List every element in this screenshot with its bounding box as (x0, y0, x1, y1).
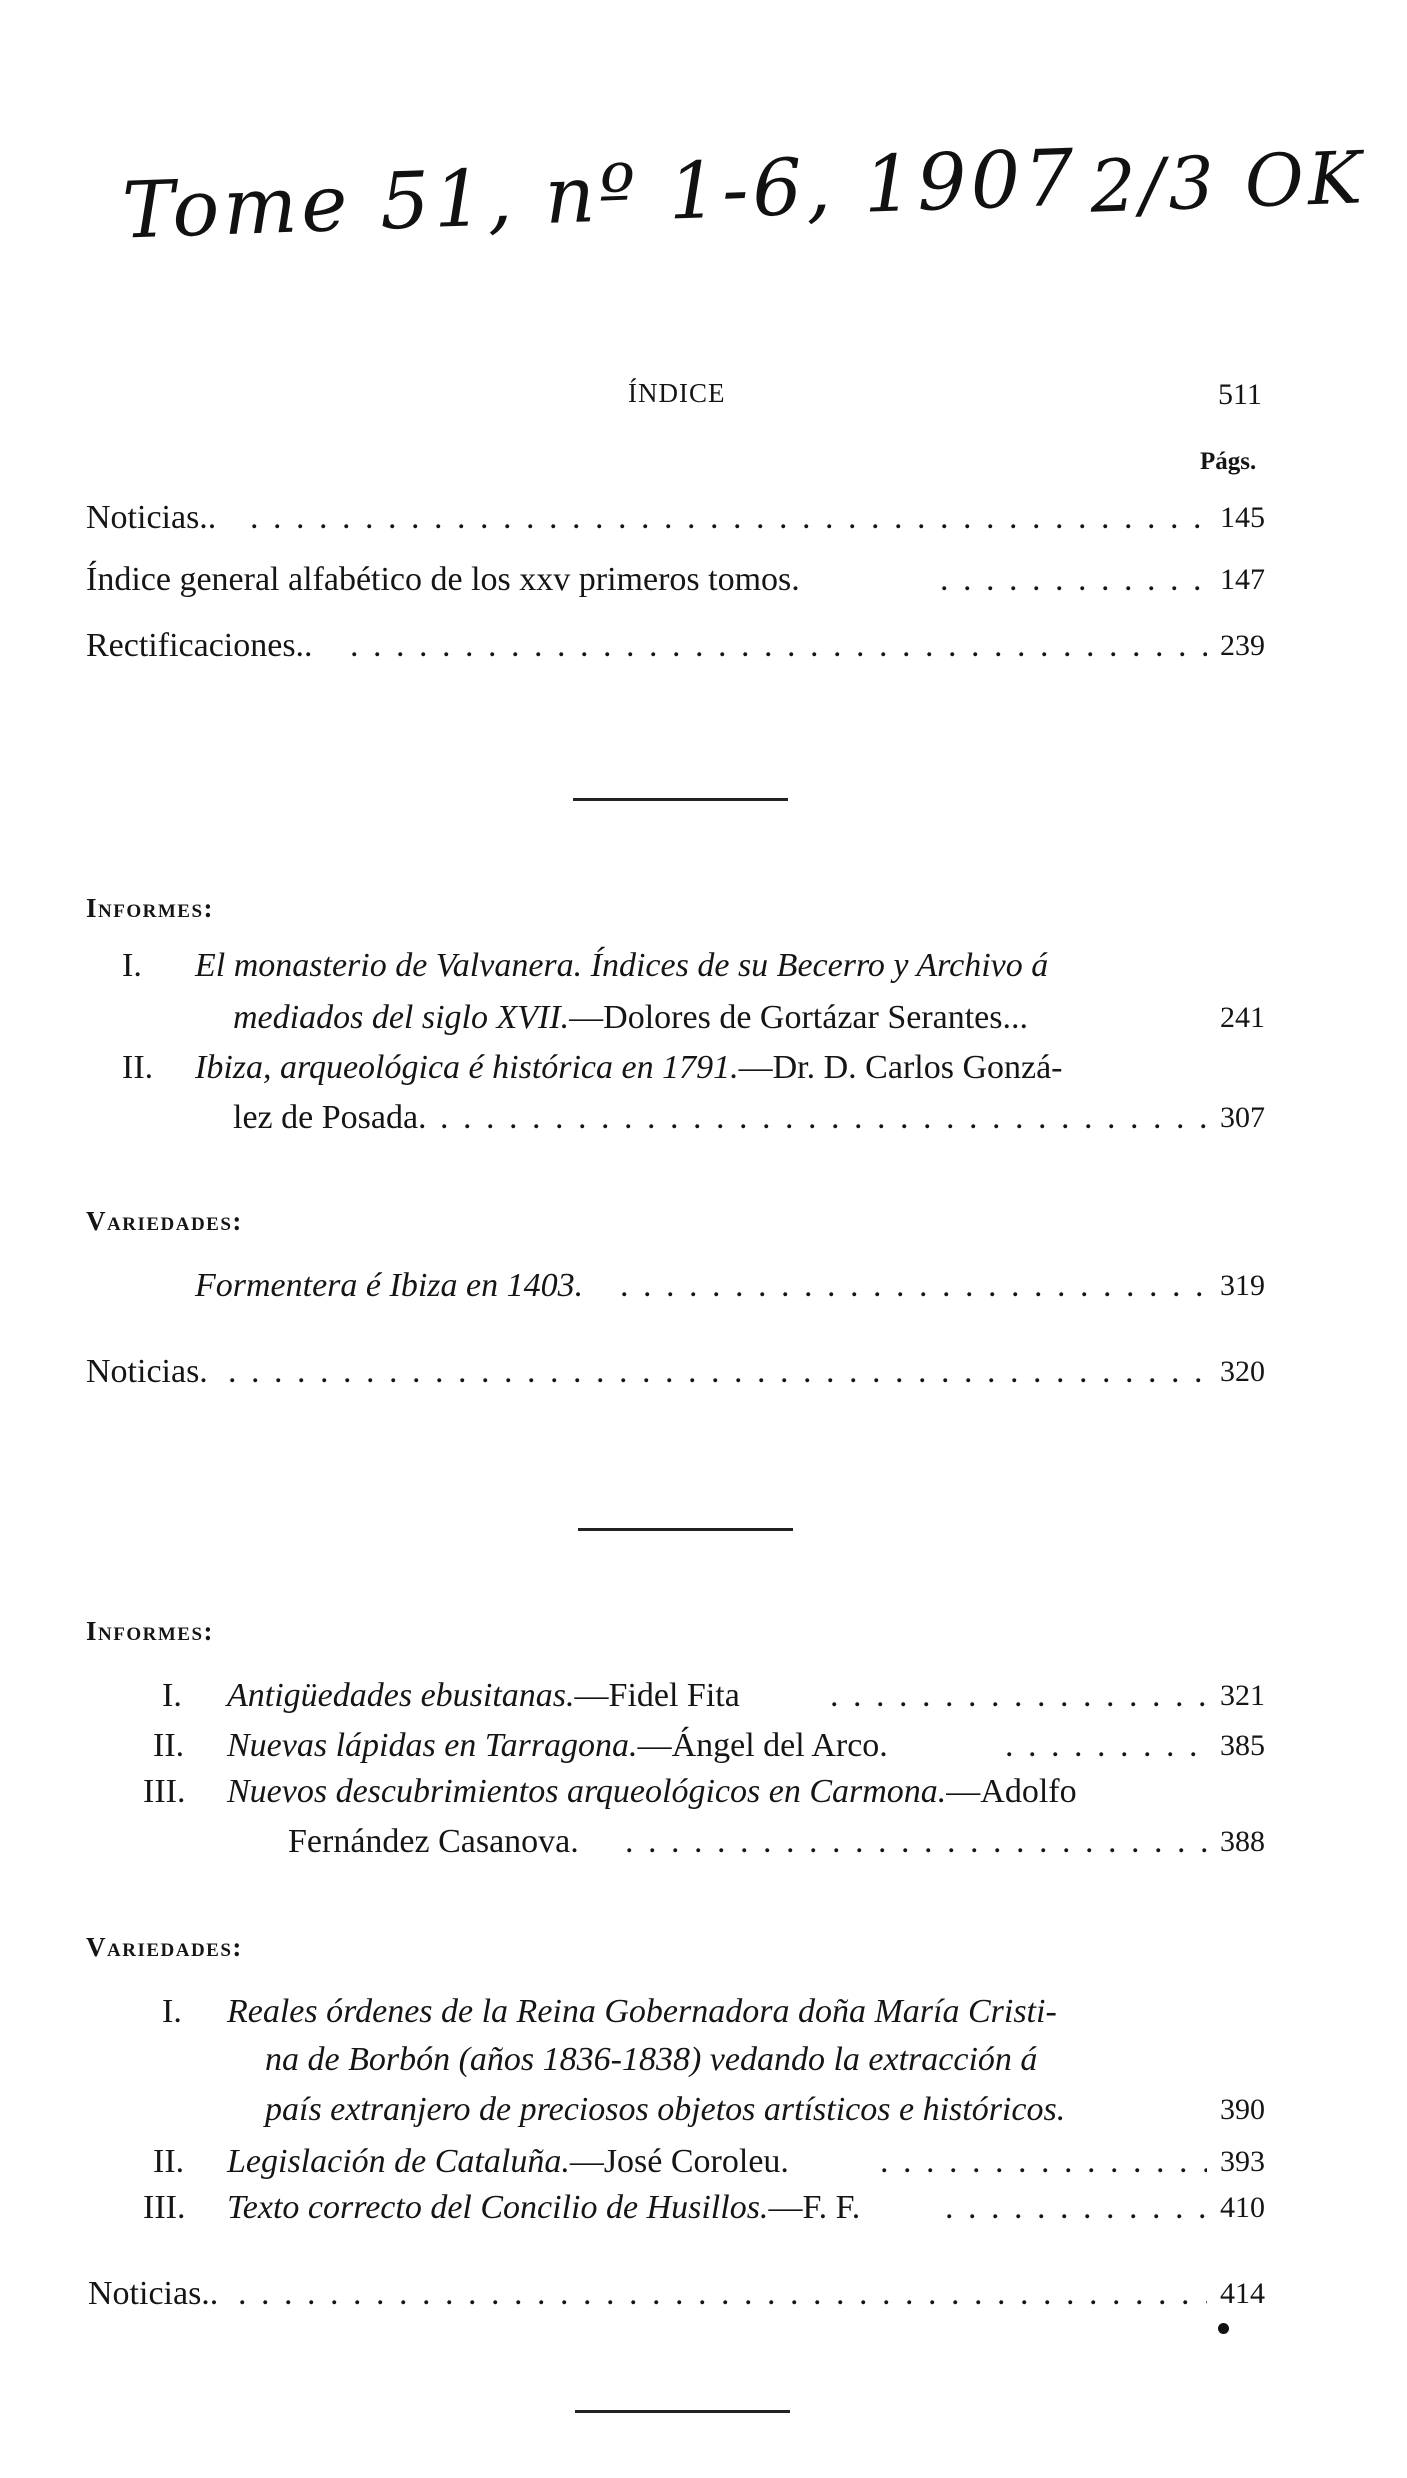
toc-entry-label: Índice general alfabético de los xxv primeros tomos. (86, 556, 802, 604)
informe-page: 321 (1220, 1679, 1265, 1712)
informe-numeral: II. (153, 1722, 186, 1770)
noticias-label: Noticias. (86, 1348, 210, 1396)
dot-leader (880, 2138, 1207, 2186)
variedad-entry-line (0, 2036, 1407, 2084)
variedad-entry (0, 1262, 1407, 1310)
variedad-entry-line (0, 1988, 1407, 2036)
dot-leader (940, 556, 1207, 604)
variedades-heading: Variedades: (86, 1206, 243, 1236)
informe-entry-line (0, 942, 1407, 990)
dot-leader (440, 1094, 1207, 1142)
informe-entry (0, 1672, 1407, 1720)
informe-author: —Adolfo (946, 1773, 1077, 1810)
ink-blot (1218, 2323, 1229, 2334)
section-divider (578, 1528, 793, 1531)
section-divider (575, 2410, 790, 2413)
variedad-author: —José Coroleu. (569, 2143, 789, 2180)
informe-title: Nuevas lápidas en Tarragona. (227, 1727, 638, 1764)
informe-entry (0, 1722, 1407, 1770)
running-head (0, 378, 1407, 418)
informe-entry-line (0, 1094, 1407, 1142)
variedad-entry (0, 2184, 1407, 2232)
dot-leader (350, 622, 1207, 670)
informe-page: 388 (1220, 1825, 1265, 1858)
informe-numeral: II. (122, 1044, 155, 1092)
informe-page: 241 (1220, 1001, 1265, 1034)
variedad-author: —F. F. (768, 2189, 861, 2226)
dot-leader (945, 2184, 1207, 2232)
toc-entry-label: Rectificaciones.. (86, 622, 315, 670)
toc-entry-label: Noticias.. (86, 494, 218, 542)
dot-leader (830, 1672, 1207, 1720)
variedad-numeral: III. (143, 2184, 187, 2232)
informe-title: Antigüedades ebusitanas. (227, 1677, 575, 1714)
section-divider (573, 798, 788, 801)
informe-page: 385 (1220, 1729, 1265, 1762)
dot-leader (625, 1818, 1207, 1866)
noticias-label: Noticias.. (88, 2270, 220, 2318)
variedad-title: Reales órdenes de la Reina Gobernadora doña María Cristi- (227, 1988, 1059, 2036)
informe-author-continued: lez de Posada. (233, 1094, 429, 1142)
variedad-title: Legislación de Cataluña. (227, 2143, 570, 2180)
informe-author: —Ángel del Arco. (637, 1727, 888, 1764)
noticias-page: 414 (1220, 2277, 1265, 2310)
toc-entry-page: 145 (1220, 501, 1265, 534)
variedad-page: 393 (1220, 2145, 1265, 2178)
informe-entry-line (0, 1044, 1407, 1092)
informe-page: 307 (1220, 1101, 1265, 1134)
handwritten-check-note: 2/3 OK (1088, 135, 1367, 229)
dot-leader (1005, 1722, 1207, 1770)
variedad-entry-line (0, 2086, 1407, 2134)
informe-author-continued: Fernández Casanova. (288, 1818, 581, 1866)
informe-title-continued: mediados del siglo XVII. (233, 999, 570, 1036)
noticias-page: 320 (1220, 1355, 1265, 1388)
toc-entry (0, 494, 1407, 542)
informe-author: —Fidel Fita (574, 1677, 740, 1714)
variedad-page: 319 (1220, 1269, 1265, 1302)
dot-leader (620, 1262, 1207, 1310)
informe-title: El monasterio de Valvanera. Índices de su Becerro y Archivo á (195, 942, 1050, 990)
informe-author: —Dolores de Gortázar Serantes... (569, 999, 1029, 1036)
variedad-page: 390 (1220, 2093, 1265, 2126)
dot-leader (250, 494, 1207, 542)
variedades-heading: Variedades: (86, 1932, 243, 1962)
informe-entry-line (0, 1818, 1407, 1866)
variedad-title: Texto correcto del Concilio de Husillos. (227, 2189, 769, 2226)
informe-numeral: I. (162, 1672, 184, 1720)
toc-entry (0, 556, 1407, 604)
toc-entry (0, 622, 1407, 670)
variedad-page: 410 (1220, 2191, 1265, 2224)
variedad-entry (0, 2138, 1407, 2186)
toc-entry-page: 147 (1220, 563, 1265, 596)
informes-heading: Informes: (86, 893, 214, 923)
informe-title: Nuevos descubrimientos arqueológicos en Carmona. (227, 1773, 947, 1810)
variedad-numeral: I. (162, 1988, 184, 2036)
variedad-numeral: II. (153, 2138, 186, 2186)
variedad-title-continued: na de Borbón (años 1836-1838) vedando la extracción á (265, 2036, 1039, 2084)
variedad-title: Formentera é Ibiza en 1403. (195, 1262, 585, 1310)
handwritten-volume-note: Tome 51, nº 1-6, 1907 (120, 133, 1080, 257)
toc-entry-page: 239 (1220, 629, 1265, 662)
informes-heading: Informes: (86, 1616, 214, 1646)
informe-numeral: III. (143, 1768, 187, 1816)
dot-leader (228, 1348, 1207, 1396)
running-head-title: ÍNDICE (628, 378, 726, 408)
informe-entry-line (0, 994, 1407, 1042)
informe-entry-line (0, 1768, 1407, 1816)
dot-leader (238, 2270, 1207, 2318)
noticias-entry (0, 1348, 1407, 1396)
running-head-page-number: 511 (1218, 378, 1262, 411)
informe-title: Ibiza, arqueológica é histórica en 1791. (195, 1049, 739, 1086)
pags-column-label: Págs. (1200, 448, 1257, 475)
informe-author: —Dr. D. Carlos Gonzá- (738, 1049, 1063, 1086)
informe-numeral: I. (122, 942, 144, 990)
noticias-entry (0, 2270, 1407, 2318)
variedad-title-continued: país extranjero de preciosos objetos artísticos e históricos. (265, 2086, 1067, 2134)
